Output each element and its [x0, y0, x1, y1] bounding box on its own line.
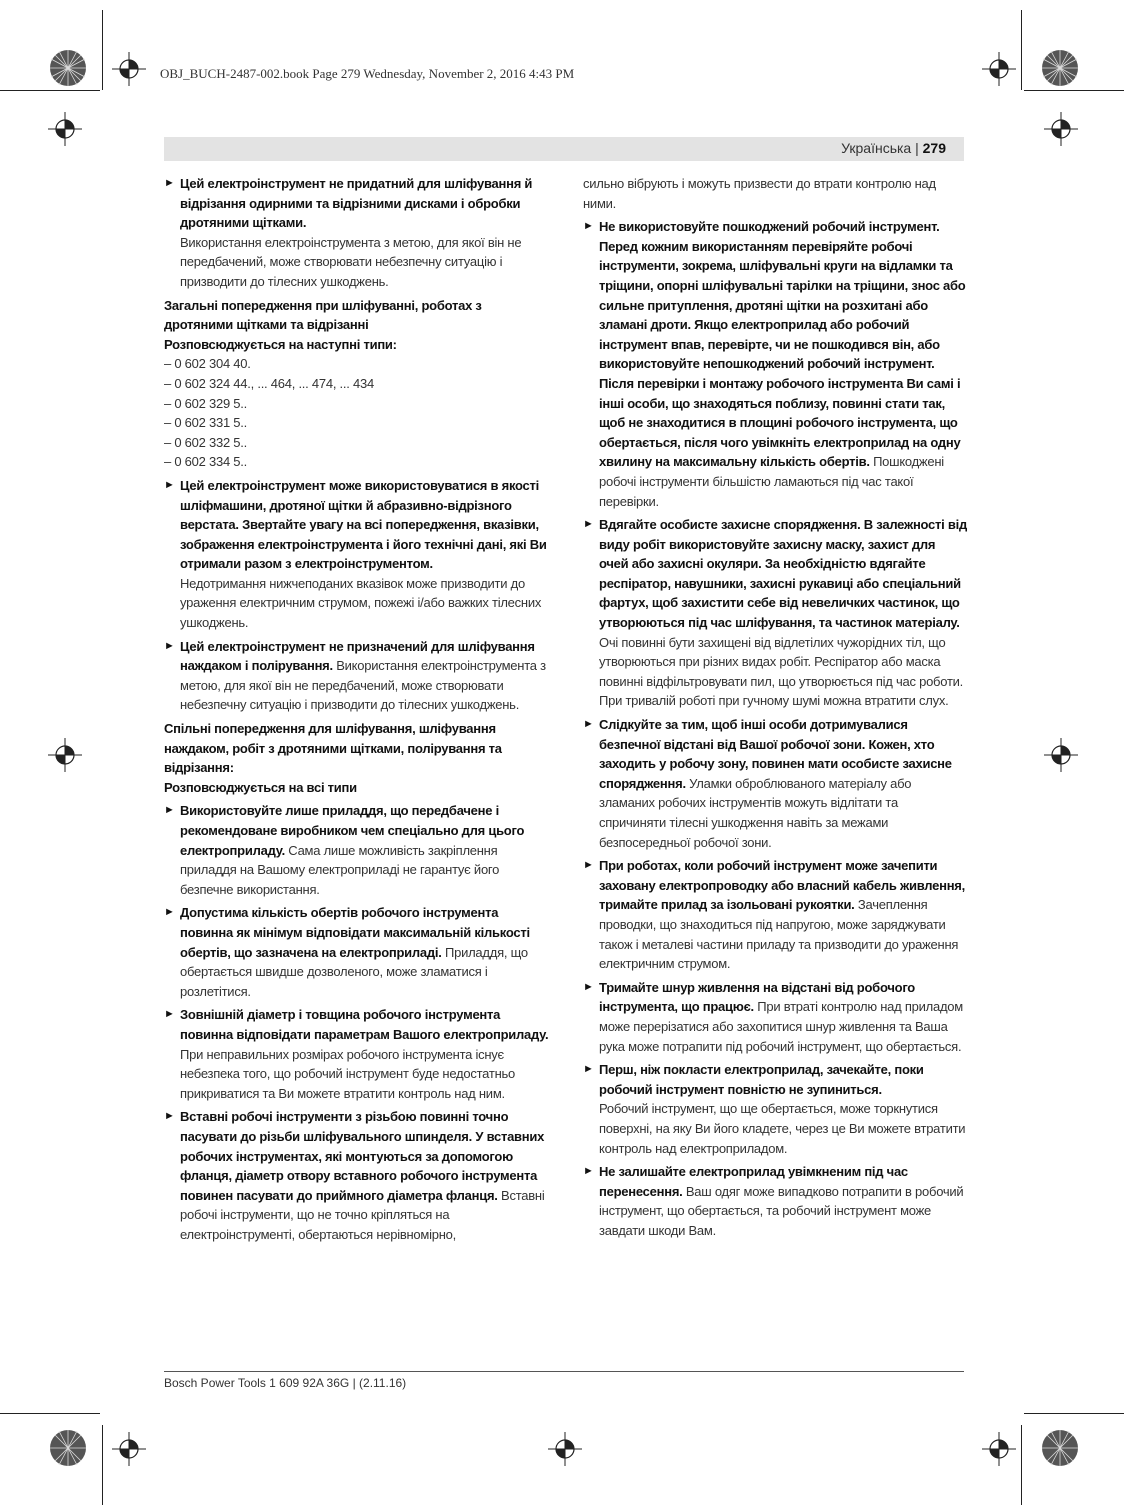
trim-line-top-left-v	[102, 10, 103, 90]
page-footer: Bosch Power Tools 1 609 92A 36G | (2.11.16)	[164, 1376, 407, 1390]
warning-item	[164, 1005, 550, 1103]
warning-bold: Допустима кількість обертів робочого інструмента повинна як мінімум відповідати максимальній кількості обертів, що зазначена на електроприладі.	[180, 905, 530, 960]
left-column	[164, 174, 550, 1248]
trim-line-bottom-right-h	[1024, 1413, 1124, 1414]
continued-text: сильно вібрують і можуть призвести до втрати контролю над ними.	[583, 176, 936, 211]
model-code: – 0 602 324 44., ... 464, ... 474, ... 434	[164, 375, 374, 391]
model-code: – 0 602 304 40.	[164, 356, 251, 372]
trim-line-bottom-left-h	[0, 1413, 100, 1414]
crosshair-top-right	[982, 52, 1016, 86]
section-subheading: Розповсюджується на наступні типи:	[164, 336, 397, 352]
trim-line-bottom-right-v	[1021, 1425, 1022, 1505]
warning-bold: Тримайте шнур живлення на відстані від робочого інструмента, що працює.	[599, 979, 915, 1015]
warning-bold: Не залишайте електроприлад увімкненим під час перенесення.	[599, 1164, 908, 1199]
warning-bold: Використовуйте лише приладдя, що передбачене і рекомендоване виробником чем спеціально для цього електроприладу.	[180, 803, 525, 858]
warning-text: Ваш одяг може випадково потрапити в робочий інструмент, що обертається, та робочий інструмент може завдати шкоди Вам.	[599, 1183, 964, 1238]
trim-line-top-left-h	[0, 90, 100, 91]
page-number: 279	[922, 140, 946, 156]
crosshair-top-center-left	[112, 52, 146, 86]
warning-text: Недотримання нижчеподаних вказівок може призводити до ураження електричним струмом, пожежі і/або важких тілесних ушкоджень.	[180, 575, 542, 631]
warning-item	[583, 1162, 967, 1240]
warning-text: Робочий інструмент, що ще обертається, може торкнутися поверхні, на яку Ви його кладете, через це Ви можете втратити контроль над електроприладом.	[599, 1101, 966, 1156]
footer-rule	[164, 1371, 964, 1372]
bullet-arrow-icon: ►	[583, 718, 594, 731]
crosshair-bottom-center	[548, 1432, 582, 1466]
bullet-arrow-icon: ►	[583, 1165, 594, 1178]
warning-text: Приладдя, що обертається швидше дозволеного, може зламатися і розлетітися.	[180, 944, 528, 999]
bullet-arrow-icon: ►	[583, 980, 594, 993]
warning-text: Пошкоджені робочі інструменти більшістю ламаються під час такої перевірки.	[599, 454, 944, 509]
bullet-arrow-icon: ►	[583, 859, 594, 872]
right-column	[583, 174, 967, 1244]
section-subheading: Розповсюджується на всі типи	[164, 779, 357, 795]
registration-mark-bottom-right	[1040, 1428, 1080, 1468]
warning-item	[583, 978, 967, 1056]
bullet-arrow-icon: ►	[583, 518, 594, 531]
warning-item	[164, 476, 550, 633]
warning-text: Вставні робочі інструменти, що не точно кріпляться на електроінструменті, обертаються нерівномірно,	[180, 1187, 545, 1242]
bullet-arrow-icon: ►	[164, 804, 175, 817]
warning-text: При втраті контролю над приладом може перерізатися або захопитися шнур живлення та Ваша рука може потрапити під робочий інструмент, що обертається.	[599, 999, 963, 1054]
warning-text: Уламки оброблюваного матеріалу або зламаних робочих інструментів можуть відлітати та спричиняти тілесні ушкодження навіть за межами безпосередньої робочої зони.	[599, 775, 912, 850]
warning-item	[583, 856, 967, 974]
section-heading: Спільні попередження для шліфування, шліфування наждаком, робіт з дротяними щітками, полірування та відрізання:	[164, 721, 502, 776]
bullet-arrow-icon: ►	[164, 478, 175, 491]
header-separator: |	[915, 140, 919, 156]
warning-bold: При роботах, коли робочий інструмент може зачепити заховану електропроводку або власний кабель живлення, тримайте прилад за ізольовані рукоятки.	[599, 858, 965, 913]
crosshair-right-middle	[1044, 738, 1078, 772]
warning-item	[164, 801, 550, 899]
bullet-arrow-icon: ►	[583, 220, 594, 233]
model-code-list	[164, 354, 550, 472]
warning-item	[583, 1060, 967, 1158]
warning-text: Використання електроінструмента з метою, для якої він не передбачений, може створювати небезпечну ситуацію і призводити до тілесних ушкоджень.	[180, 234, 522, 289]
warning-item	[583, 715, 967, 852]
crosshair-left-upper	[48, 112, 82, 146]
bullet-arrow-icon: ►	[164, 1008, 175, 1021]
warning-bold: Цей електроінструмент може використовуватися в якості шліфмашини, дротяної щітки й абразивно-відрізного верстата. Звертайте увагу на всі попередження, вказівки, зображення електроінструмента і його технічні дані, які Ви отримали разом з електроінструментом.	[180, 477, 547, 572]
warning-bold: Перш, ніж покласти електроприлад, зачекайте, поки робочий інструмент повністю не зупиниться.	[599, 1062, 924, 1097]
trim-line-bottom-left-v	[102, 1425, 103, 1505]
warning-item	[164, 903, 550, 1001]
warning-text: Зачеплення проводки, що знаходиться під напругою, може заряджувати також і металеві частини приладу та призводити до ураження електричним струмом.	[599, 897, 959, 972]
trim-line-top-right-h	[1024, 90, 1124, 91]
registration-mark-bottom-left	[48, 1428, 88, 1468]
crosshair-right-upper	[1044, 112, 1078, 146]
warning-item	[583, 217, 967, 511]
model-code: – 0 602 334 5..	[164, 454, 247, 470]
warning-item	[164, 174, 550, 292]
header-language: Українська	[841, 140, 912, 156]
trim-line-top-right-v	[1021, 10, 1022, 90]
warning-bold: Вдягайте особисте захисне спорядження. В залежності від виду робіт використовуйте захисну маску, захист для очей або захисні окуляри. За необхідністю вдягайте респіратор, навушники, захисні рукавиці або спеціальний фартух, щоб захистити себе від невеличких частинок, що утворюються під час шліфування, та частинок матеріалу.	[599, 517, 967, 631]
bullet-arrow-icon: ►	[583, 1063, 594, 1076]
warning-bold: Не використовуйте пошкоджений робочий інструмент. Перед кожним використанням перевіряйте робочі інструменти, зокрема, шліфувальні круги на відламки та тріщини, опорні шліфувальні тарілки на тріщини, знос або сильне притуплення, дротяні щітки на розхитані або зламані дроти. Якщо електроприлад або робочий інструмент впав, перевірте, чи не пошкодився він, або використовуйте непошкоджений робочий інструмент. Після перевірки і монтажу робочого інструмента Ви самі і інші особи, що знаходяться поблизу, повинні стати так, щоб не знаходитися в площині робочого інструмента, що обертається, після чого увімкніть електроприлад на одну хвилину на максимальну кількість обертів.	[599, 219, 966, 470]
bullet-arrow-icon: ►	[164, 177, 175, 189]
page-header	[164, 137, 964, 161]
warning-text: Сама лише можливість закріплення приладдя на Вашому електроприладі не гарантує його безпечне використання.	[180, 842, 500, 897]
warning-bold: Вставні робочі інструменти з різьбою повинні точно пасувати до різьби шліфувального шпинделя. У вставних робочих інструментах, які монтуються за допомогою фланця, діаметр отвору вставного робочого інструмента повинен пасувати до приймного діаметра фланця.	[180, 1109, 545, 1203]
bullet-arrow-icon: ►	[164, 1110, 175, 1123]
model-code: – 0 602 332 5..	[164, 434, 247, 450]
registration-mark-top-left	[48, 48, 88, 88]
model-code: – 0 602 331 5..	[164, 415, 247, 431]
warning-item	[164, 1107, 550, 1244]
bullet-arrow-icon: ►	[164, 906, 175, 919]
warning-bold: Цей електроінструмент не придатний для шліфування й відрізання одирними та відрізними дисками і обробки дротяними щітками.	[180, 176, 533, 231]
warning-text: Очі повинні бути захищені від відлетілих чужорідних тіл, що утворюються при різних видах робіт. Респіратор або маска повинні відфільтровувати пил, що утворюється під час роботи. При тривалій роботі при гучному шумі можна втратити слух.	[599, 634, 964, 709]
crosshair-left-middle	[48, 738, 82, 772]
section-heading: Загальні попередження при шліфуванні, роботах з дротяними щітками та відрізанні	[164, 297, 482, 333]
registration-mark-top-right	[1040, 48, 1080, 88]
warning-bold: Цей електроінструмент не призначений для шліфування наждаком і полірування.	[180, 638, 535, 674]
header-language-page	[841, 140, 946, 156]
model-code: – 0 602 329 5..	[164, 395, 247, 411]
book-slug-line: OBJ_BUCH-2487-002.book Page 279 Wednesday, November 2, 2016 4:43 PM	[160, 66, 575, 81]
warning-text: При неправильних розмірах робочого інструмента існує небезпека того, що робочий інструмент буде недостатньо прикриватися та Ви можете втратити контроль над ним.	[180, 1046, 516, 1101]
crosshair-bottom-left	[112, 1432, 146, 1466]
warning-bold: Слідкуйте за тим, щоб інші особи дотримувалися безпечної відстані від Вашої робочої зони. Кожен, хто заходить у робочу зону, повинен мати особисте захисне спорядження.	[599, 717, 952, 791]
warning-text: Використання електроінструмента з метою, для якої він не передбачений, може створювати небезпечну ситуацію і призводити до тілесних ушкоджень.	[180, 658, 546, 713]
warning-item	[583, 515, 967, 711]
warning-bold: Зовнішній діаметр і товщина робочого інструмента повинна відповідати параметрам Вашого електроприладу.	[180, 1007, 549, 1042]
bullet-arrow-icon: ►	[164, 639, 175, 652]
crosshair-bottom-right	[982, 1432, 1016, 1466]
warning-item	[164, 637, 550, 715]
